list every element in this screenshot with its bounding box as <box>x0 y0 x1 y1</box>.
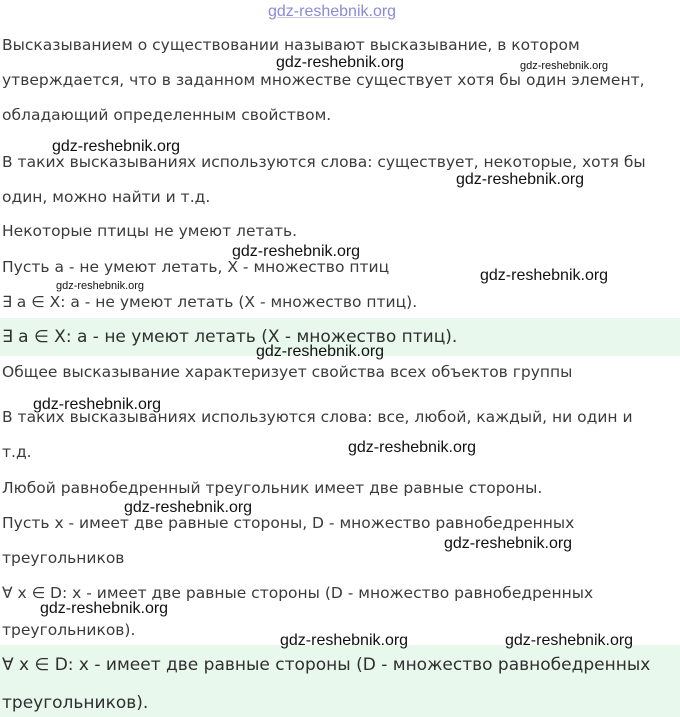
formula-forall-small-2: треугольников). <box>2 621 136 639</box>
watermark: gdz-reshebnik.org <box>505 632 634 649</box>
watermark: gdz-reshebnik.org <box>444 535 573 552</box>
text-line-14: Пусть x - имеет две равные стороны, D - множество равнобедренных <box>2 514 575 532</box>
text-line-3: обладающий определенным свойством. <box>2 106 332 124</box>
watermark: gdz-reshebnik.org <box>256 343 385 360</box>
watermark: gdz-reshebnik.org <box>456 171 585 188</box>
formula-exists-small: ∃ a ∈ X: a - не умеют летать (X - множество птиц). <box>2 293 418 311</box>
watermark: gdz-reshebnik.org <box>276 54 405 71</box>
text-line-1: Высказыванием о существовании называют высказывание, в котором <box>2 36 580 54</box>
watermark: gdz-reshebnik.org <box>124 499 253 516</box>
watermark: gdz-reshebnik.org <box>348 439 477 456</box>
watermark: gdz-reshebnik.org <box>33 396 162 413</box>
text-line-12: т.д. <box>2 443 32 461</box>
text-line-2: утверждается, что в заданном множестве существует хотя бы один элемент, <box>2 71 645 89</box>
watermark: gdz-reshebnik.org <box>232 243 361 260</box>
watermark-small: gdz-reshebnik.org <box>56 280 145 292</box>
text-line-11: В таких высказываниях используются слова: все, любой, каждый, ни один и <box>2 408 633 426</box>
text-line-13: Любой равнобедренный треугольник имеет две равные стороны. <box>2 479 543 497</box>
formula-exists-large: ∃ a ∈ X: a - не умеют летать (X - множество птиц). <box>2 327 458 347</box>
text-line-10: Общее высказывание характеризует свойства всех объектов группы <box>2 363 573 381</box>
watermark: gdz-reshebnik.org <box>40 600 169 617</box>
watermark: gdz-reshebnik.org <box>480 267 609 284</box>
watermark: gdz-reshebnik.org <box>52 138 181 155</box>
text-line-4: В таких высказываниях используются слова: существует, некоторые, хотя бы <box>2 153 646 171</box>
text-line-7: Пусть а - не умеют летать, X - множество птиц <box>2 258 390 276</box>
formula-forall-small-1: ∀ x ∈ D: x - имеет две равные стороны (D - множество равнобедренных <box>2 584 594 602</box>
watermark: gdz-reshebnik.org <box>280 632 409 649</box>
formula-forall-large-2: треугольников). <box>2 693 149 713</box>
text-line-15: треугольников <box>2 549 125 567</box>
watermark-top: gdz-reshebnik.org <box>268 3 397 20</box>
watermark-small: gdz-reshebnik.org <box>520 60 609 72</box>
text-line-5: один, можно найти и т.д. <box>2 188 211 206</box>
formula-forall-large-1: ∀ x ∈ D: x - имеет две равные стороны (D - множество равнобедренных <box>2 655 651 675</box>
text-line-6: Некоторые птицы не умеют летать. <box>2 222 298 240</box>
